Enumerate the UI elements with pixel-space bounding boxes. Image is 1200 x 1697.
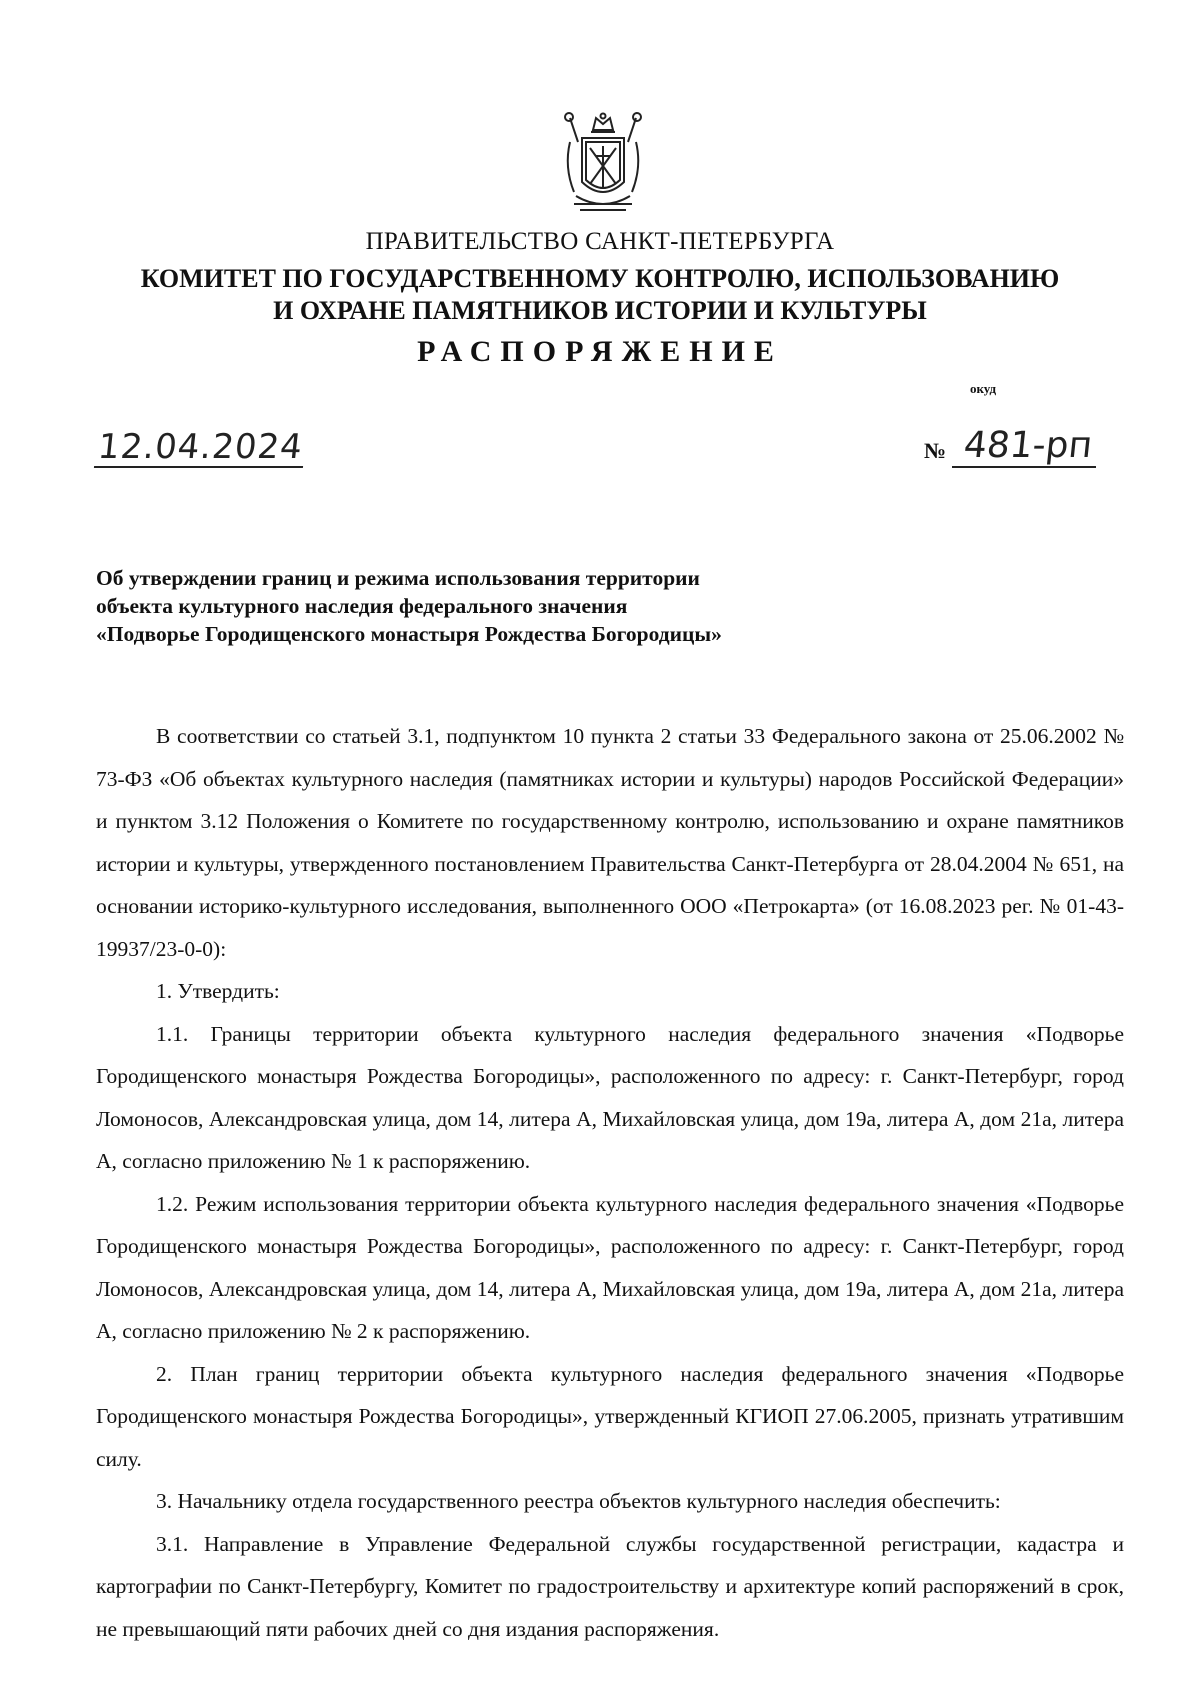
body-paragraph: В соответствии со статьей 3.1, подпунктом 10 пункта 2 статьи 33 Федерального закона от 25.06.2002 № 73-ФЗ «Об объектах культурного наследия (памятниках истории и культуры) народов Российской Федерации» и пунктом 3.12 Положения о Комитете по государственному контролю, использованию и охране памятников истории и культуры, утвержденного постановлением Правительства Санкт-Петербурга от 28.04.2004 № 651, на основании историко-культурного исследования, выполненного ООО «Петрокарта» (от 16.08.2023 рег. № 01-43-19937/23-0-0): [96, 724, 1124, 961]
body-paragraph: 3. Начальнику отдела государственного реестра объектов культурного наследия обеспечить: [156, 1489, 1001, 1513]
order-subject [96, 564, 856, 648]
saint-petersburg-coat-of-arms-icon [560, 112, 646, 218]
government-name: ПРАВИТЕЛЬСТВО САНКТ-ПЕТЕРБУРГА [365, 228, 835, 255]
subject-line-3: «Подворье Городищенского монастыря Рождества Богородицы» [96, 622, 722, 646]
body-paragraph: 2. План границ территории объекта культурного наследия федерального значения «Подворье Городищенского монастыря Рождества Богородицы», утвержденный КГИОП 27.06.2005, признать утратившим силу. [96, 1361, 1124, 1471]
body-paragraph: 1. Утвердить: [156, 979, 280, 1003]
body-paragraph: 3.1. Направление в Управление Федеральной службы государственной регистрации, кадастра и картографии по Санкт-Петербургу, Комитет по градостроительству и архитектуре копий распоряжений в срок, не превышающий пяти рабочих дней со дня издания распоряжения. [96, 1531, 1124, 1641]
subject-line-2: объекта культурного наследия федерального значения [96, 594, 628, 618]
committee-name-line-2: И ОХРАНЕ ПАМЯТНИКОВ ИСТОРИИ И КУЛЬТУРЫ [273, 296, 927, 325]
number-underline [952, 466, 1096, 468]
order-date: 12.04.2024 [94, 428, 307, 468]
order-body [96, 715, 1124, 1650]
order-number: 481-рп [961, 425, 1095, 466]
subject-line-1: Об утверждении границ и режима использования территории [96, 566, 700, 590]
committee-name-line-1: КОМИТЕТ ПО ГОСУДАРСТВЕННОМУ КОНТРОЛЮ, ИСПОЛЬЗОВАНИЮ [140, 264, 1060, 293]
body-paragraph: 1.2. Режим использования территории объекта культурного наследия федерального значения «Подворье Городищенского монастыря Рождества Богородицы», расположенного по адресу: г. Санкт-Петербург, город Ломоносов, Александровская улица, дом 14, литера А, Михайловская улица, дом 19а, литера А, дом 21а, литера А, согласно приложению № 2 к распоряжению. [96, 1191, 1124, 1343]
committee-name [0, 263, 1200, 327]
body-paragraph: 1.1. Границы территории объекта культурного наследия федерального значения «Подворье Городищенского монастыря Рождества Богородицы», расположенного по адресу: г. Санкт-Петербург, город Ломоносов, Александровская улица, дом 14, литера А, Михайловская улица, дом 19а, литера А, дом 21а, литера А, согласно приложению № 1 к распоряжению. [96, 1021, 1124, 1173]
okud-label: окуд [970, 381, 997, 396]
document-type-title: РАСПОРЯЖЕНИЕ [417, 335, 783, 368]
number-sign: № [924, 438, 947, 463]
